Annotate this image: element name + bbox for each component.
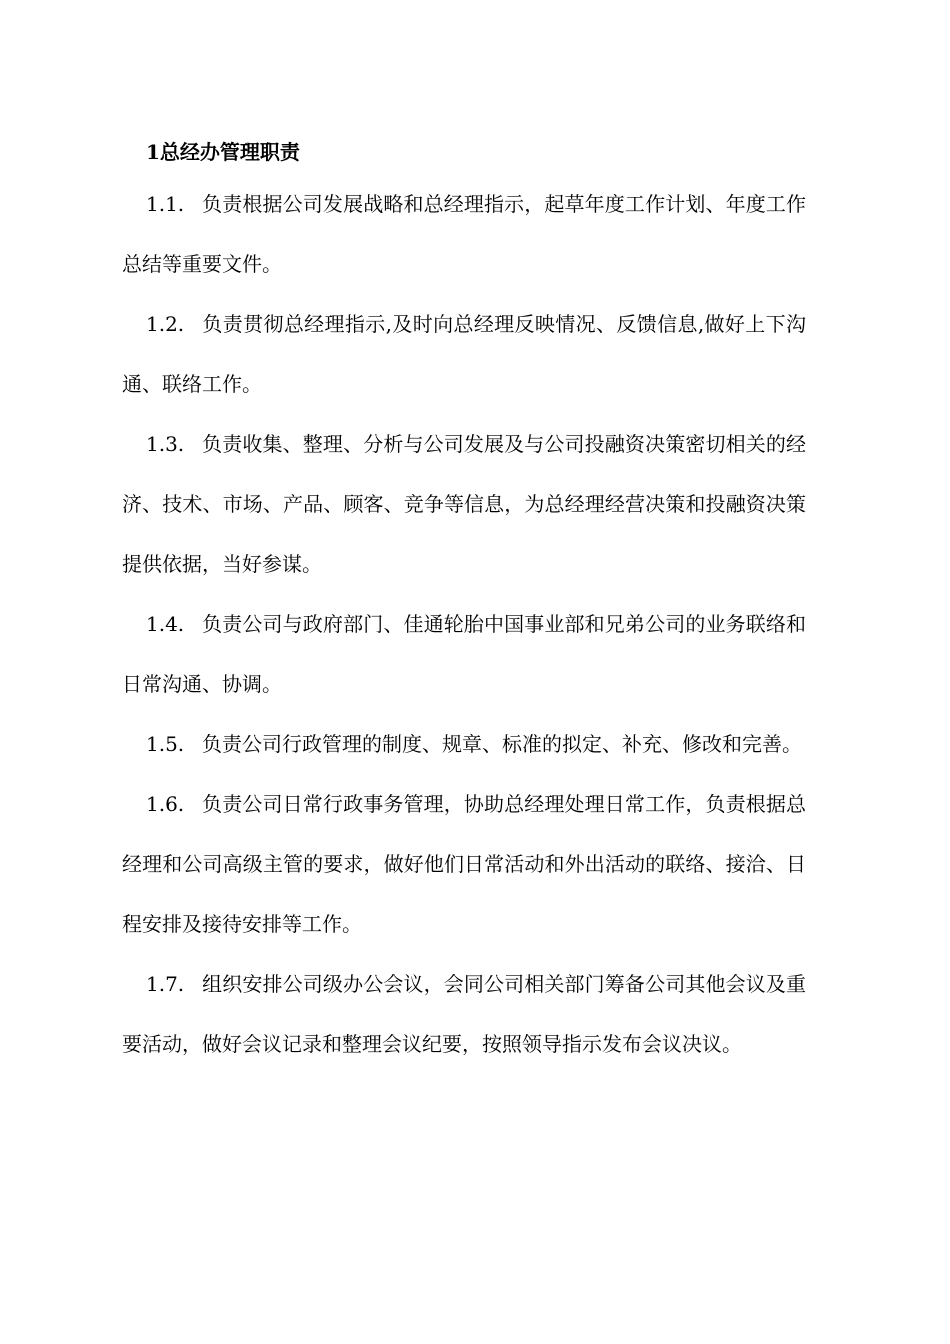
duty-item-1-7 bbox=[122, 954, 806, 1074]
item-number: 1.2. bbox=[146, 312, 185, 336]
duty-item-1-4 bbox=[122, 594, 806, 714]
item-text: 负责公司日常行政事务管理，协助总经理处理日常工作，负责根据总经理和公司高级主管的要求，做好他们日常活动和外出活动的联络、接洽、日程安排及接待安排等工作。 bbox=[122, 792, 806, 936]
item-text: 组织安排公司级办公会议，会同公司相关部门筹备公司其他会议及重要活动，做好会议记录和整理会议纪要，按照领导指示发布会议决议。 bbox=[122, 972, 806, 1056]
section-heading: 1总经办管理职责 bbox=[146, 140, 300, 164]
duty-item-1-5 bbox=[122, 714, 806, 774]
item-number: 1.5. bbox=[146, 732, 185, 756]
item-text: 负责公司行政管理的制度、规章、标准的拟定、补充、修改和完善。 bbox=[202, 732, 802, 756]
item-number: 1.6. bbox=[146, 792, 185, 816]
duty-item-1-2 bbox=[122, 294, 806, 414]
duty-item-1-1 bbox=[122, 174, 806, 294]
item-text: 负责根据公司发展战略和总经理指示，起草年度工作计划、年度工作总结等重要文件。 bbox=[122, 192, 806, 276]
document-body bbox=[122, 130, 806, 1074]
item-text: 负责收集、整理、分析与公司发展及与公司投融资决策密切相关的经济、技术、市场、产品、顾客、竞争等信息，为总经理经营决策和投融资决策提供依据，当好参谋。 bbox=[122, 432, 806, 576]
duty-item-1-3 bbox=[122, 414, 806, 594]
item-number: 1.1. bbox=[146, 192, 185, 216]
item-number: 1.7. bbox=[146, 972, 185, 996]
item-text: 负责公司与政府部门、佳通轮胎中国事业部和兄弟公司的业务联络和日常沟通、协调。 bbox=[122, 612, 806, 696]
item-text: 负责贯彻总经理指示,及时向总经理反映情况、反馈信息,做好上下沟通、联络工作。 bbox=[122, 312, 806, 396]
duty-item-1-6 bbox=[122, 774, 806, 954]
item-number: 1.3. bbox=[146, 432, 185, 456]
item-number: 1.4. bbox=[146, 612, 185, 636]
